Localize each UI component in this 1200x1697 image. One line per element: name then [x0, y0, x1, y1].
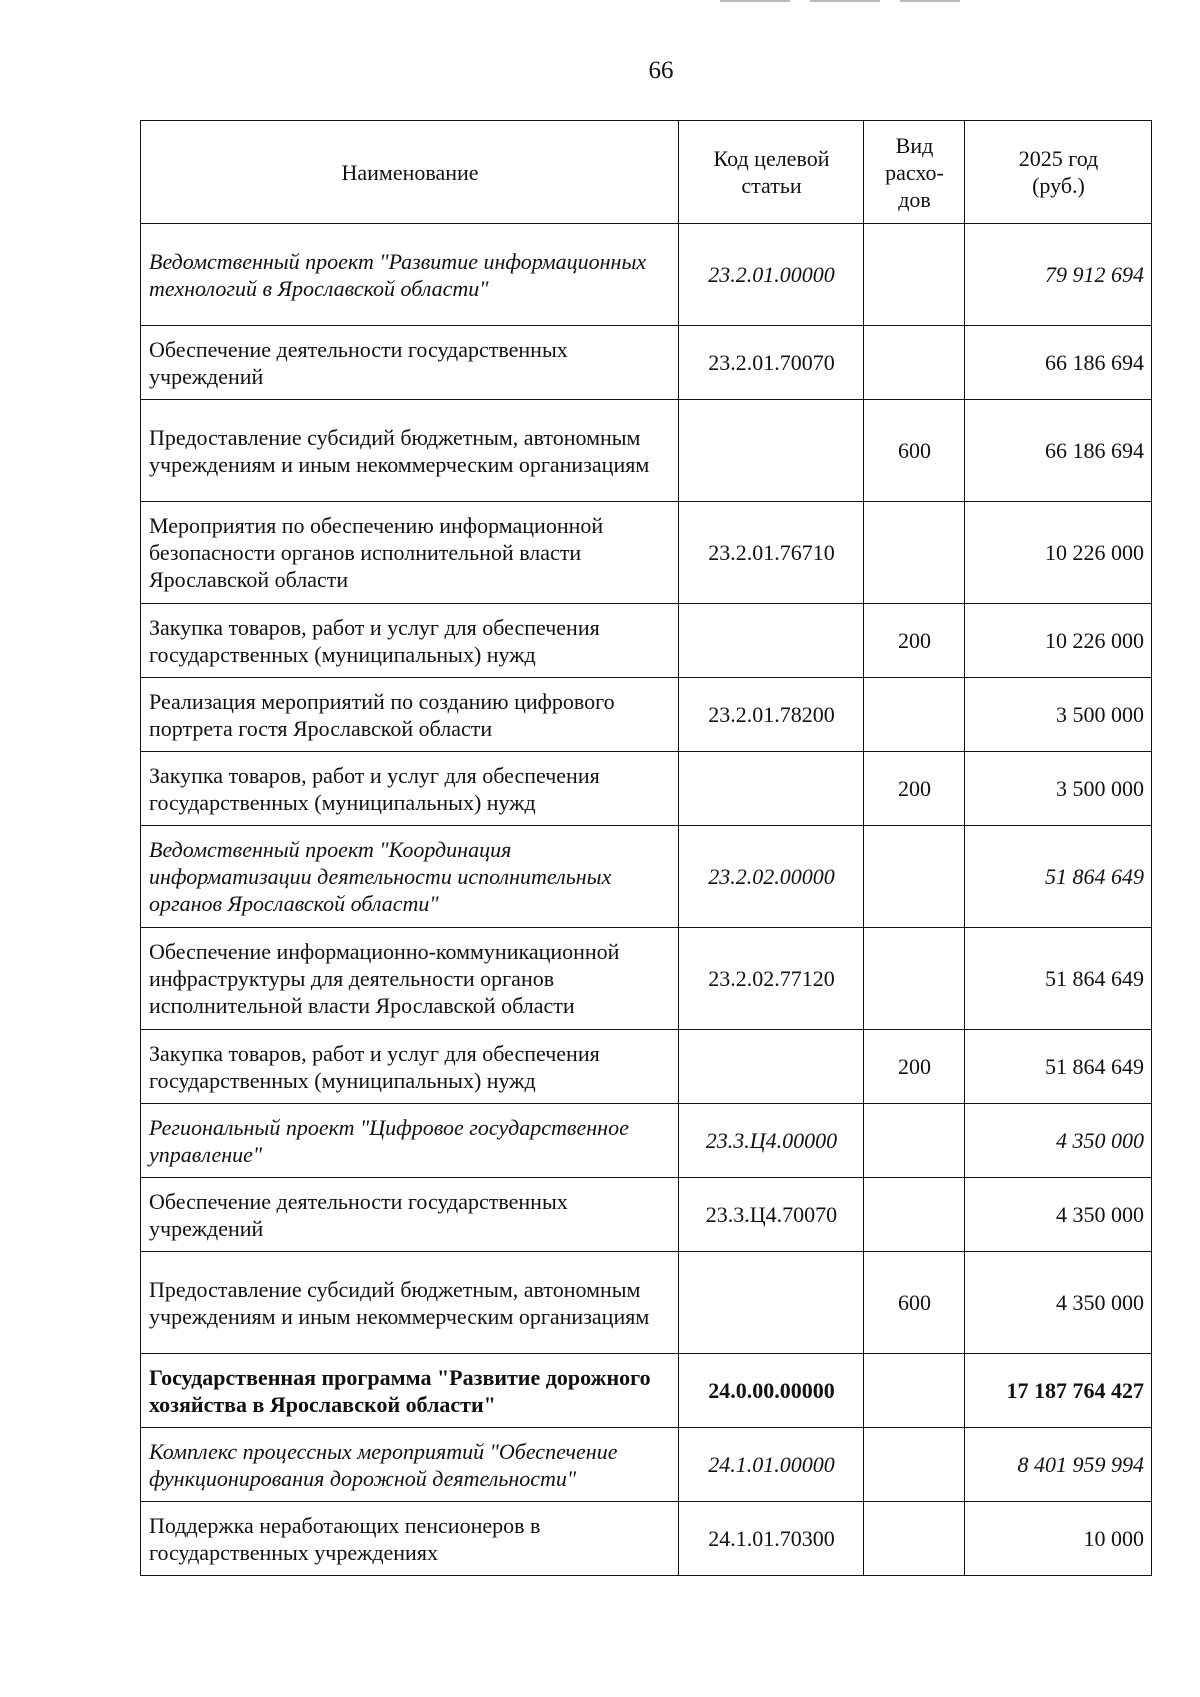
cell-name: Закупка товаров, работ и услуг для обеспечения государственных (муниципальных) нужд: [141, 752, 679, 826]
cell-type: 200: [864, 752, 965, 826]
cell-code: 23.2.02.00000: [679, 826, 864, 928]
cell-type: [864, 1354, 965, 1428]
header-amount: [965, 121, 1152, 224]
header-type: [864, 121, 965, 224]
table-row: [141, 224, 1152, 326]
cell-type: 600: [864, 400, 965, 502]
cell-code: 24.1.01.70300: [679, 1502, 864, 1576]
header-code-text: Код целевой статьи: [713, 146, 830, 198]
cell-name: Ведомственный проект "Координация информатизации деятельности исполнительных органов Ярославской области": [141, 826, 679, 928]
cell-type: 200: [864, 1030, 965, 1104]
cell-code: 24.0.00.00000: [679, 1354, 864, 1428]
cell-code: [679, 400, 864, 502]
cell-amount: 79 912 694: [965, 224, 1152, 326]
cell-amount: 51 864 649: [965, 928, 1152, 1030]
cell-amount: 4 350 000: [965, 1104, 1152, 1178]
header-amount-line1: 2025 год: [1018, 146, 1099, 171]
table-row: [141, 604, 1152, 678]
table-row: [141, 502, 1152, 604]
cell-code: [679, 604, 864, 678]
table-row: [141, 826, 1152, 928]
header-type-line3: дов: [898, 186, 931, 212]
table-row: [141, 1104, 1152, 1178]
cell-amount: 4 350 000: [965, 1252, 1152, 1354]
cell-amount: 51 864 649: [965, 826, 1152, 928]
cell-name: Обеспечение деятельности государственных учреждений: [141, 326, 679, 400]
cell-amount: 3 500 000: [965, 678, 1152, 752]
cell-amount: 8 401 959 994: [965, 1428, 1152, 1502]
table-row: [141, 400, 1152, 502]
table-row: [141, 326, 1152, 400]
cell-name: Поддержка неработающих пенсионеров в государственных учреждениях: [141, 1502, 679, 1576]
cell-code: 23.3.Ц4.00000: [679, 1104, 864, 1178]
cell-name: Закупка товаров, работ и услуг для обеспечения государственных (муниципальных) нужд: [141, 604, 679, 678]
cell-type: 200: [864, 604, 965, 678]
cell-amount: 66 186 694: [965, 400, 1152, 502]
cell-type: [864, 928, 965, 1030]
cell-type: [864, 678, 965, 752]
cell-name: Региональный проект "Цифровое государственное управление": [141, 1104, 679, 1178]
cell-amount: 17 187 764 427: [965, 1354, 1152, 1428]
cell-type: 600: [864, 1252, 965, 1354]
cell-code: [679, 752, 864, 826]
header-type-line2: расхо-: [885, 159, 944, 185]
table-row: [141, 1178, 1152, 1252]
cell-name: Государственная программа "Развитие дорожного хозяйства в Ярославской области": [141, 1354, 679, 1428]
table-row: [141, 1252, 1152, 1354]
cell-type: [864, 224, 965, 326]
table-body: [141, 224, 1152, 1576]
cell-amount: 51 864 649: [965, 1030, 1152, 1104]
cell-type: [864, 1428, 965, 1502]
header-amount-line2: (руб.): [1032, 173, 1085, 198]
cell-name: Предоставление субсидий бюджетным, автономным учреждениям и иным некоммерческим организациям: [141, 1252, 679, 1354]
cell-code: 23.2.01.78200: [679, 678, 864, 752]
page-number: 66: [648, 57, 674, 84]
cell-code: 23.2.01.76710: [679, 502, 864, 604]
header-type-line1: Вид: [895, 132, 934, 158]
cell-name: Реализация мероприятий по созданию цифрового портрета гостя Ярославской области: [141, 678, 679, 752]
cell-name: Обеспечение информационно-коммуникационной инфраструктуры для деятельности органов исполнительной власти Ярославской области: [141, 928, 679, 1030]
cell-code: 23.2.01.70070: [679, 326, 864, 400]
cell-amount: 4 350 000: [965, 1178, 1152, 1252]
table-row: [141, 1030, 1152, 1104]
cell-code: 23.2.02.77120: [679, 928, 864, 1030]
table-header-row: [141, 121, 1152, 224]
cell-type: [864, 1104, 965, 1178]
cell-name: Мероприятия по обеспечению информационной безопасности органов исполнительной власти Ярославской области: [141, 502, 679, 604]
header-code: [679, 121, 864, 224]
cell-type: [864, 502, 965, 604]
cell-name: Предоставление субсидий бюджетным, автономным учреждениям и иным некоммерческим организациям: [141, 400, 679, 502]
cell-type: [864, 1178, 965, 1252]
header-name: Наименование: [141, 121, 679, 224]
table-row: [141, 1354, 1152, 1428]
table-row: [141, 678, 1152, 752]
cell-type: [864, 1502, 965, 1576]
cell-code: 23.3.Ц4.70070: [679, 1178, 864, 1252]
table-row: [141, 752, 1152, 826]
table-row: [141, 1502, 1152, 1576]
cell-code: 24.1.01.00000: [679, 1428, 864, 1502]
cell-name: Ведомственный проект "Развитие информационных технологий в Ярославской области": [141, 224, 679, 326]
table-row: [141, 928, 1152, 1030]
cell-code: 23.2.01.00000: [679, 224, 864, 326]
scan-artifact: [720, 0, 960, 2]
cell-name: Комплекс процессных мероприятий "Обеспечение функционирования дорожной деятельности": [141, 1428, 679, 1502]
cell-amount: 66 186 694: [965, 326, 1152, 400]
cell-code: [679, 1252, 864, 1354]
cell-name: Обеспечение деятельности государственных учреждений: [141, 1178, 679, 1252]
cell-type: [864, 326, 965, 400]
cell-amount: 10 000: [965, 1502, 1152, 1576]
cell-code: [679, 1030, 864, 1104]
cell-amount: 3 500 000: [965, 752, 1152, 826]
cell-type: [864, 826, 965, 928]
cell-name: Закупка товаров, работ и услуг для обеспечения государственных (муниципальных) нужд: [141, 1030, 679, 1104]
budget-table: [140, 120, 1152, 1576]
table-row: [141, 1428, 1152, 1502]
cell-amount: 10 226 000: [965, 604, 1152, 678]
cell-amount: 10 226 000: [965, 502, 1152, 604]
